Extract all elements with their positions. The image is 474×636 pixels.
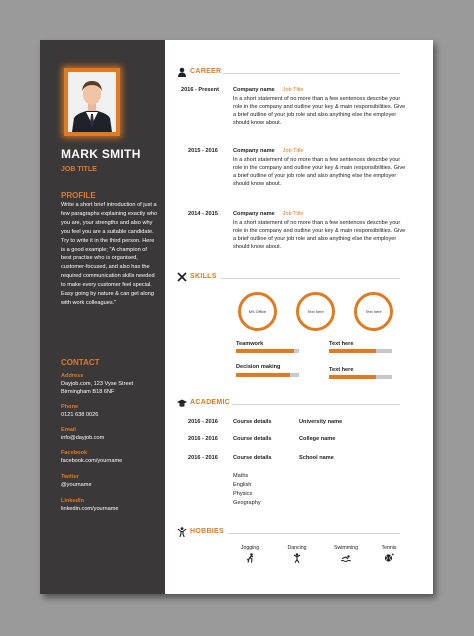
hobbies-divider <box>228 533 400 534</box>
hobby-label: Jogging <box>240 545 260 551</box>
contact-label-email: Email <box>61 427 76 433</box>
hobbies-heading: HOBBIES <box>190 528 224 535</box>
career-job-title: Job Title <box>282 148 304 154</box>
swimmer-icon <box>341 553 351 563</box>
contact-label-linkedin: Linkedin <box>61 498 84 504</box>
career-dates: 2015 - 2016 <box>188 148 218 154</box>
candidate-job-title: JOB TITLE <box>61 166 97 173</box>
profile-heading: PROFILE <box>61 191 96 200</box>
career-company: Company name Job Title <box>233 87 304 93</box>
contact-linkedin[interactable]: linkedin.com/yourname <box>61 506 119 512</box>
tennis-icon <box>384 553 394 563</box>
skill-bar-fill <box>236 349 294 353</box>
skill-bar-label: Teamwork <box>236 341 264 347</box>
hobby-label: Tennis <box>381 545 397 551</box>
contact-email[interactable]: info@dayjob.com <box>61 435 105 441</box>
academic-dates: 2016 - 2016 <box>188 419 218 425</box>
person-arms-up-icon <box>177 527 187 537</box>
hobby-item <box>326 545 366 563</box>
skills-divider <box>221 278 400 279</box>
skill-bar-label: Decision making <box>236 364 281 370</box>
career-company: Company name Job Title <box>233 148 304 154</box>
runner-icon <box>245 553 255 563</box>
academic-subject: Physics <box>233 491 253 497</box>
contact-label-facebook: Facebook <box>61 450 88 456</box>
academic-heading: ACADEMIC <box>190 399 231 406</box>
profile-photo <box>64 68 120 136</box>
person-icon <box>177 67 187 77</box>
hobby-label: Swimming <box>334 545 358 551</box>
skill-circle: MS Office <box>238 292 277 331</box>
contact-address-line-1: Dayjob.com, 123 Vyse Street <box>61 381 134 387</box>
contact-address-line-2: Birmingham B18 6NF <box>61 389 115 395</box>
career-dates: 2014 - 2015 <box>188 211 218 217</box>
contact-twitter[interactable]: @yourname <box>61 482 92 488</box>
academic-subject: Geography <box>233 500 261 506</box>
skills-heading: SKILLS <box>190 273 217 280</box>
career-description: In a short statement of no more than a few sentences describe your role in the company and outline your key & main responsibilities. Give a brief outline of your job role and also anything else the employer should know about. <box>233 157 406 188</box>
graduation-cap-icon <box>177 398 187 408</box>
contact-label-phone: Phone <box>61 404 79 410</box>
skill-bar-label: Text here <box>329 341 354 347</box>
skill-bar <box>236 373 299 377</box>
skill-bar-fill <box>329 375 376 379</box>
career-heading: CAREER <box>190 68 222 75</box>
career-job-title: Job Title <box>282 87 304 93</box>
contact-heading: CONTACT <box>61 358 100 367</box>
dancer-icon <box>292 553 302 563</box>
hobby-item <box>369 545 409 563</box>
sidebar <box>40 40 165 594</box>
academic-subject: English <box>233 482 252 488</box>
contact-label-address: Address <box>61 373 84 379</box>
career-dates: 2016 - Present <box>181 87 219 93</box>
candidate-name: MARK SMITH <box>61 147 141 161</box>
career-divider <box>223 73 400 74</box>
contact-phone: 0121 638 0026 <box>61 412 99 418</box>
academic-dates: 2016 - 2016 <box>188 436 218 442</box>
cv-page <box>40 40 433 594</box>
career-description: In a short statement of no more than a few sentences describe your role in the company and outline your key & main responsibilities. Give a brief outline of your job role and also anything else the employer should know about. <box>233 96 406 127</box>
academic-subject: Maths <box>233 473 249 479</box>
academic-course: Course details <box>233 436 272 442</box>
skill-bar-label: Text here <box>329 367 354 373</box>
skill-circle: Text here <box>296 292 335 331</box>
career-company: Company name Job Title <box>233 211 304 217</box>
academic-dates: 2016 - 2016 <box>188 455 218 461</box>
skill-bar-fill <box>329 349 376 353</box>
skill-bar <box>236 349 299 353</box>
academic-institution: School name <box>299 455 334 461</box>
academic-institution: College name <box>299 436 336 442</box>
academic-course: Course details <box>233 419 272 425</box>
contact-facebook[interactable]: facebook.com/yourname <box>61 458 123 464</box>
skill-bar-fill <box>236 373 290 377</box>
skill-bar <box>329 349 392 353</box>
hobby-label: Dancing <box>287 545 307 551</box>
career-description: In a short statement of no more than a few sentences describe your role in the company and outline your key & main responsibilities. Give a brief outline of your job role and also anything else the employer should know about. <box>233 220 406 251</box>
skill-bar <box>329 375 392 379</box>
hobby-item <box>230 545 270 563</box>
academic-divider <box>232 404 400 405</box>
profile-text: Write a short brief introduction of just a few paragraphs explaining exactly who you are, your strengths and also why you feel you are a suitable candidate. Try to write it in the third person. Here is a good example; "A champion of best practise who is organised, customer-focused, and also has the required communication skills needed to make every customer feel special. Easy going by nature & can get along with work colleagues." <box>61 202 158 306</box>
contact-label-twitter: Twitter <box>61 474 79 480</box>
career-job-title: Job Title <box>282 211 304 217</box>
hobby-item <box>277 545 317 563</box>
academic-course: Course details <box>233 455 272 461</box>
academic-institution: University name <box>299 419 343 425</box>
skill-circle: Text here <box>354 292 393 331</box>
tools-icon <box>177 272 187 282</box>
